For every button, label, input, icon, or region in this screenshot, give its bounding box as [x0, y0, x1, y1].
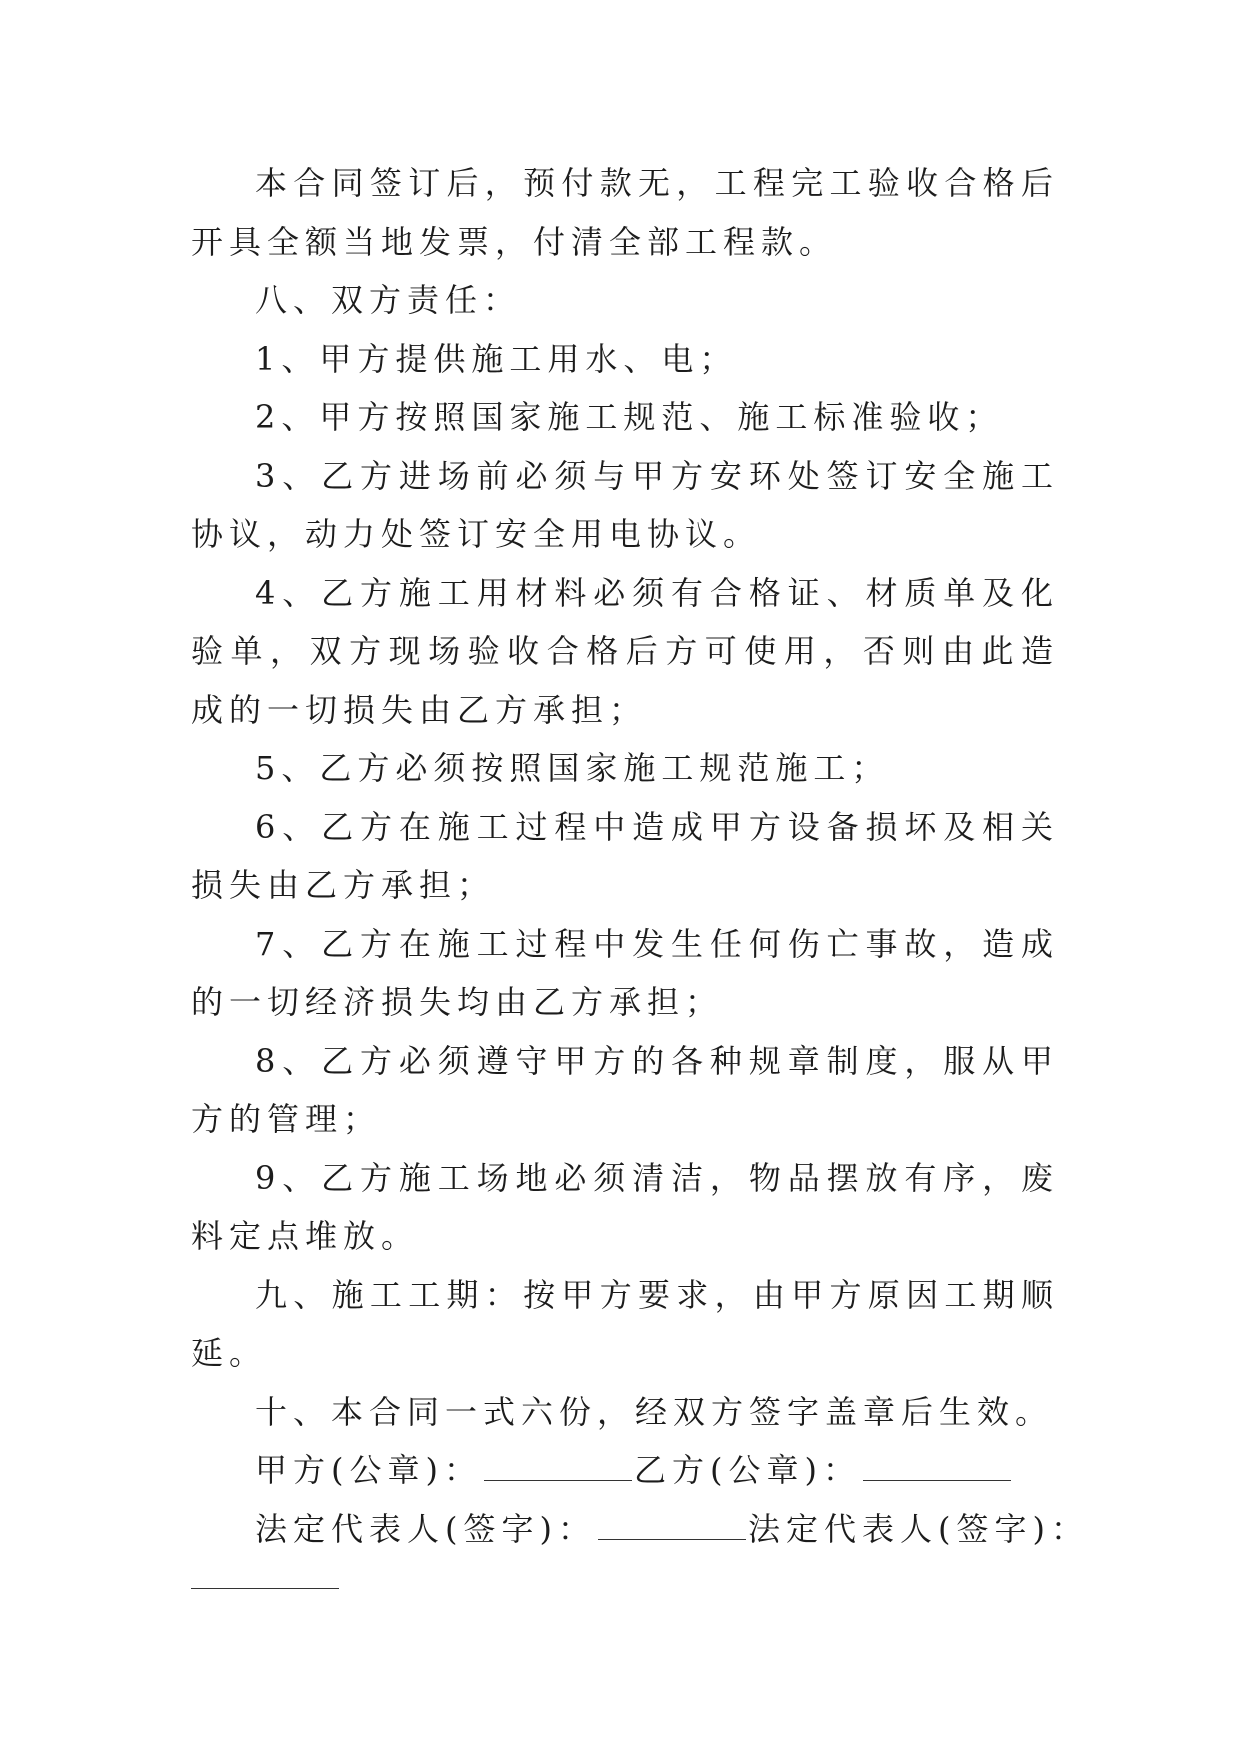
clause-4: 4、乙方施工用材料必须有合格证、材质单及化验单，双方现场验收合格后方可使用，否则由此造成的一切损失由乙方承担； [191, 573, 1059, 729]
party-b-seal-blank [863, 1479, 1011, 1481]
signature-rep-line [191, 1500, 1089, 1559]
party-b-rep-label: 法定代表人(签字)： [747, 1509, 1089, 1548]
section-copies-effective: 十、本合同一式六份，经双方签字盖章后生效。 [255, 1392, 1054, 1431]
clause-3: 3、乙方进场前必须与甲方安环处签订安全施工协议，动力处签订安全用电协议。 [191, 456, 1059, 553]
clause-2: 2、甲方按照国家施工规范、施工标准验收； [255, 398, 1004, 436]
party-b-seal-label: 乙方(公章)： [633, 1451, 861, 1489]
clause-9: 9、乙方施工场地必须清洁，物品摆放有序，废料定点堆放。 [191, 1158, 1059, 1255]
party-a-rep-blank [598, 1538, 746, 1540]
document-body [191, 154, 1089, 1589]
party-a-seal-blank [484, 1479, 632, 1481]
clause-5: 5、乙方必须按照国家施工规范施工； [255, 749, 890, 787]
party-a-seal-label: 甲方(公章)： [255, 1451, 482, 1489]
clause-1: 1、甲方提供施工用水、电； [255, 339, 738, 378]
section-construction-period: 九、施工工期：按甲方要求，由甲方原因工期顺延。 [191, 1275, 1059, 1372]
signature-seal-line [191, 1441, 1059, 1500]
party-a-rep-label: 法定代表人(签字)： [255, 1509, 596, 1548]
clause-8: 8、乙方必须遵守甲方的各种规章制度，服从甲方的管理； [191, 1041, 1059, 1138]
clause-7: 7、乙方在施工过程中发生任何伤亡事故，造成的一切经济损失均由乙方承担； [191, 924, 1059, 1021]
section-heading-responsibilities: 八、双方责任： [255, 281, 522, 319]
paragraph-payment-terms: 本合同签订后，预付款无，工程完工验收合格后开具全额当地发票，付清全部工程款。 [191, 164, 1059, 261]
clause-6: 6、乙方在施工过程中造成甲方设备损坏及相关损失由乙方承担； [191, 807, 1059, 904]
